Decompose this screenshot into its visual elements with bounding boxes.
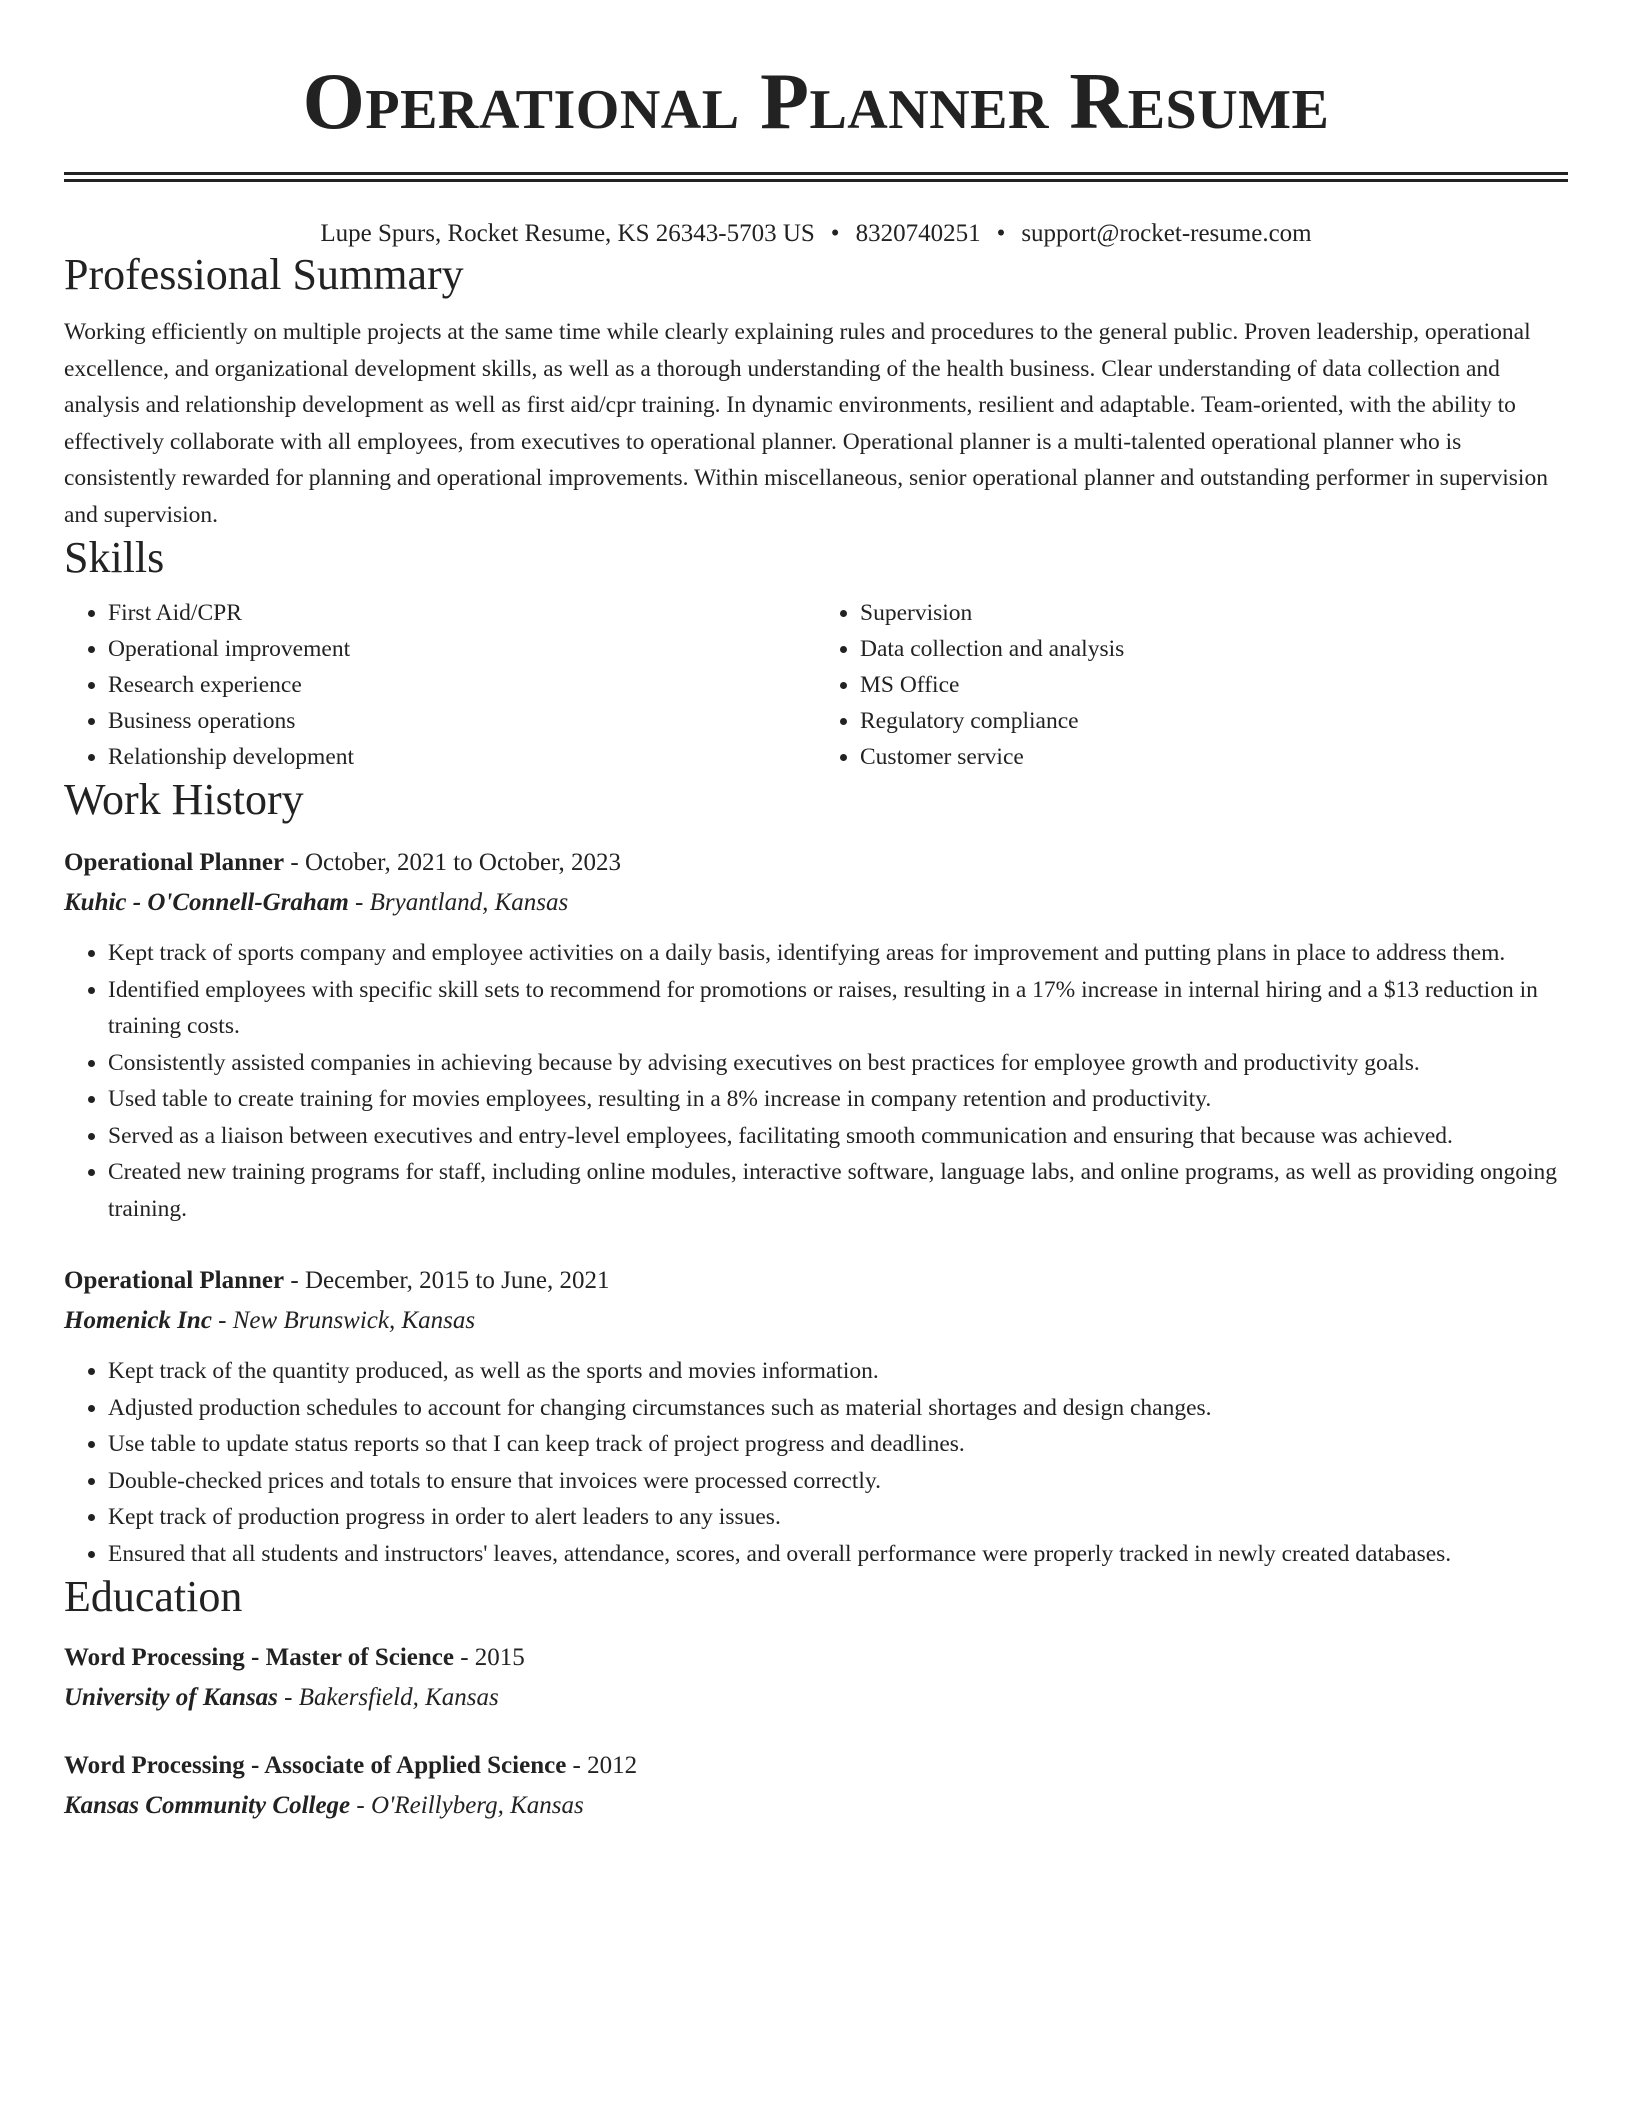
title-double-rule — [64, 172, 1568, 182]
job-dates: - October, 2021 to October, 2023 — [284, 849, 621, 876]
degree-line — [64, 1746, 1568, 1786]
employer-line — [64, 1301, 1568, 1341]
job-bullet: • Served as a liaison between executives and entry-level employees, facilitating smooth communication and ensuring that because was achieved. — [108, 1118, 1568, 1155]
job-bullet: • Identified employees with specific skill sets to recommend for promotions or raises, resulting in a 17% increase in internal hiring and a $13 reduction in training costs. — [108, 972, 1568, 1045]
skill-item: • First Aid/CPR — [108, 595, 816, 631]
job-title: Operational Planner — [64, 1267, 285, 1294]
skill-item: • Operational improvement — [108, 631, 816, 667]
job-title-line — [64, 1261, 1568, 1301]
skill-item: • Relationship development — [108, 739, 816, 775]
job-bullet: • Double-checked prices and totals to ensure that invoices were processed correctly. — [108, 1463, 1568, 1500]
contact-separator: • — [830, 220, 840, 247]
job-bullets — [64, 935, 1568, 1227]
job-dates: - December, 2015 to June, 2021 — [284, 1267, 610, 1294]
skill-item: • MS Office — [860, 667, 1568, 703]
degree-year: - 2012 — [566, 1752, 638, 1779]
contact-phone: 8320740251 — [855, 220, 981, 247]
skills-heading: Skills — [64, 533, 165, 582]
work-history-heading: Work History — [64, 775, 304, 824]
job-bullet: • Kept track of sports company and employee activities on a daily basis, identifying areas for improvement and putting plans in place to address them. — [108, 935, 1568, 972]
contact-address: Lupe Spurs, Rocket Resume, KS 26343-5703 US — [320, 220, 815, 247]
contact-line — [64, 218, 1568, 250]
job-bullet: • Adjusted production schedules to account for changing circumstances such as material shortages and design changes. — [108, 1390, 1568, 1427]
job-bullet: • Ensured that all students and instructors' leaves, attendance, scores, and overall performance were properly tracked in newly created databases. — [108, 1536, 1568, 1573]
contact-email: support@rocket-resume.com — [1021, 220, 1312, 247]
job-title: Operational Planner — [64, 849, 285, 876]
school-location: - O'Reillyberg, Kansas — [350, 1792, 584, 1819]
skill-item: • Supervision — [860, 595, 1568, 631]
job-bullet: • Used table to create training for movies employees, resulting in a 8% increase in company retention and productivity. — [108, 1081, 1568, 1118]
school-name: Kansas Community College — [64, 1792, 351, 1819]
job-entry — [64, 843, 1568, 1227]
job-bullets — [64, 1353, 1568, 1572]
employer-name: Homenick Inc — [64, 1307, 212, 1334]
job-bullet: • Kept track of production progress in order to alert leaders to any issues. — [108, 1499, 1568, 1536]
skills-list — [64, 595, 1568, 775]
school-name: University of Kansas — [64, 1684, 278, 1711]
skills-column-right — [816, 595, 1568, 775]
job-title-line — [64, 843, 1568, 883]
summary-text: Working efficiently on multiple projects at the same time while clearly explaining rules and procedures to the general public. Proven leadership, operational excellence, and organizational development skills, as well as a thorough understanding of the health business. Clear understanding of data collection and analysis and relationship development as well as first aid/cpr training. In dynamic environments, resilient and adaptable. Team-oriented, with the ability to effectively collaborate with all employees, from executives to operational planner. Operational planner is a multi-talented operational planner who is consistently rewarded for planning and operational improvements. Within miscellaneous, senior operational planner and outstanding performer in supervision and supervision. — [64, 319, 1548, 528]
job-bullet: • Use table to update status reports so that I can keep track of project progress and deadlines. — [108, 1426, 1568, 1463]
degree-name: Word Processing - Master of Science — [64, 1644, 454, 1671]
skill-item: • Customer service — [860, 739, 1568, 775]
education-heading: Education — [64, 1572, 243, 1621]
employer-location: - Bryantland, Kansas — [348, 889, 569, 916]
summary-heading: Professional Summary — [64, 250, 464, 299]
contact-separator: • — [996, 220, 1006, 247]
skill-item: • Research experience — [108, 667, 816, 703]
job-bullet: • Kept track of the quantity produced, as well as the sports and movies information. — [108, 1353, 1568, 1390]
job-bullet: • Created new training programs for staff, including online modules, interactive software, language labs, and online programs, as well as providing ongoing training. — [108, 1154, 1568, 1227]
skills-column-left — [64, 595, 816, 775]
skill-item: • Business operations — [108, 703, 816, 739]
education-entry — [64, 1638, 1568, 1718]
degree-year: - 2015 — [453, 1644, 525, 1671]
degree-line — [64, 1638, 1568, 1678]
job-bullet: • Consistently assisted companies in achieving because by advising executives on best practices for employee growth and productivity goals. — [108, 1045, 1568, 1082]
degree-name: Word Processing - Associate of Applied Science — [64, 1752, 567, 1779]
employer-name: Kuhic - O'Connell-Graham — [64, 889, 349, 916]
job-entry — [64, 1261, 1568, 1572]
page-title: Operational Planner Resume — [302, 58, 1330, 146]
school-line — [64, 1786, 1568, 1826]
education-entry — [64, 1746, 1568, 1826]
employer-location: - New Brunswick, Kansas — [211, 1307, 476, 1334]
skill-item: • Regulatory compliance — [860, 703, 1568, 739]
skill-item: • Data collection and analysis — [860, 631, 1568, 667]
school-location: - Bakersfield, Kansas — [277, 1684, 499, 1711]
school-line — [64, 1678, 1568, 1718]
employer-line — [64, 883, 1568, 923]
